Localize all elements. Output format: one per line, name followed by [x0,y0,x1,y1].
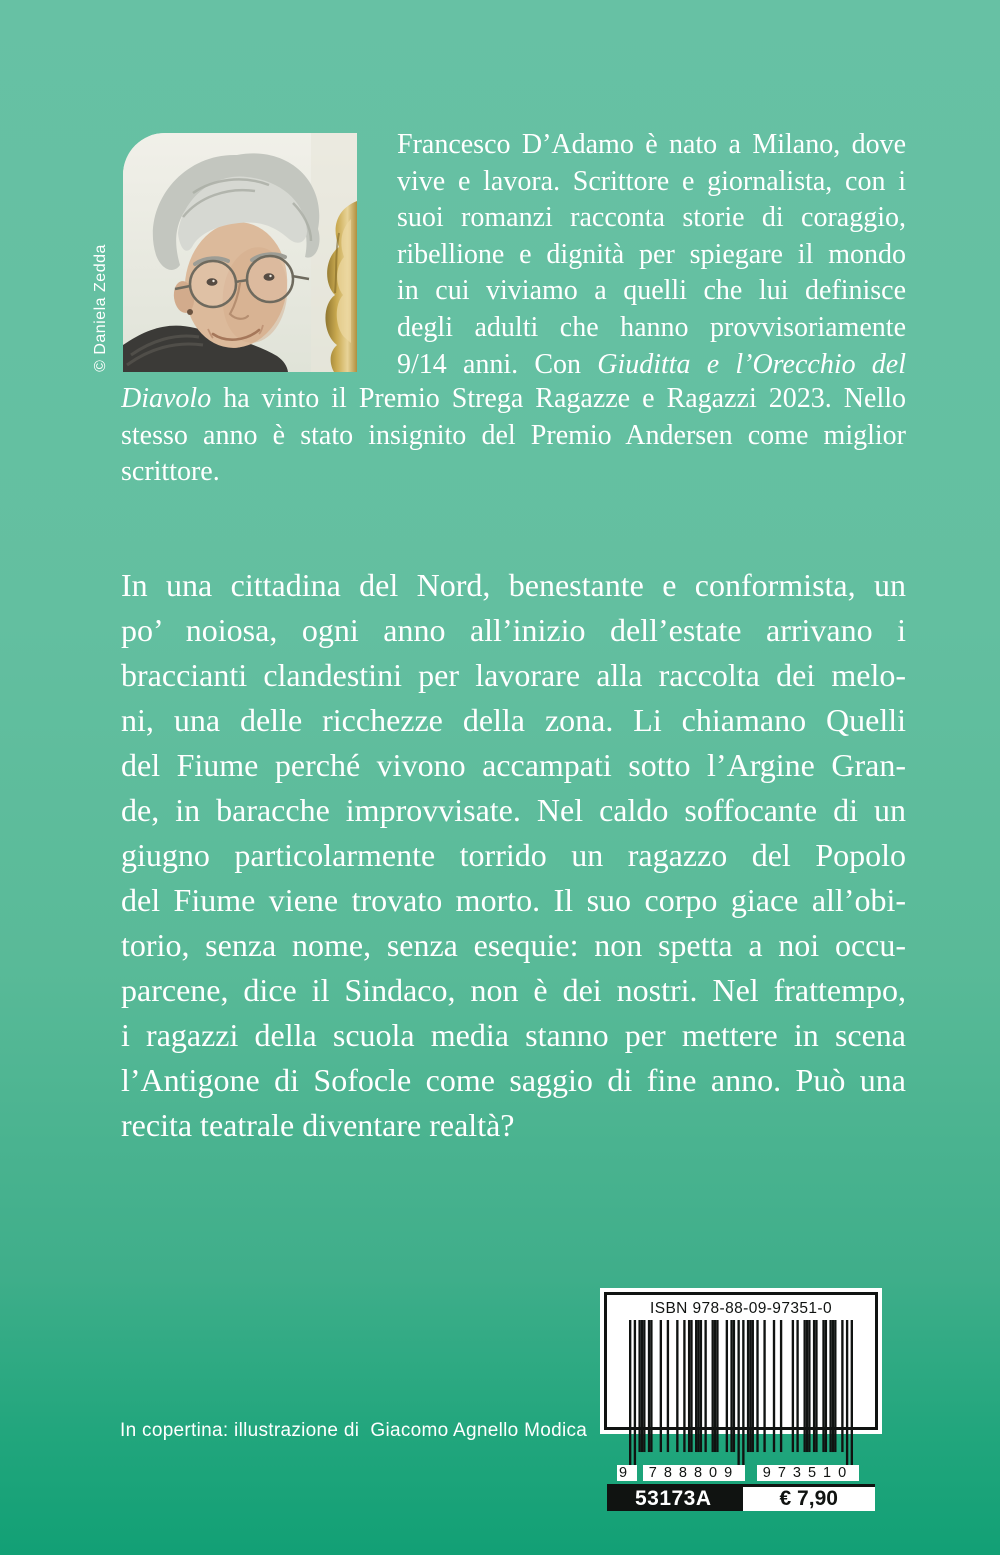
photo-credit: © Daniela Zedda [92,244,109,372]
text-line: Diavolo ha vinto il Premio Strega Ragazze e Ragazzi 2023. Nello [121,383,906,414]
barcode-digit-lead: 9 [617,1465,637,1481]
text-line: del Fiume perché vivono accampati sotto l’Argine Gran- [121,747,906,783]
author-photo-illustration [123,133,357,372]
text-line: po’ noiosa, ogni anno all’inizio dell’estate arrivano i [121,612,906,648]
barcode-digit-group2: 973510 [757,1465,859,1481]
text-line: i ragazzi della scuola media stanno per mettere in scena [121,1017,906,1053]
text-line: degli adulti che hanno provvisoriamente [397,311,906,343]
text-line: parcene, dice il Sindaco, non è dei nostri. Nel frattempo, [121,972,906,1008]
text-line: vive e lavora. Scrittore e giornalista, con i [397,165,906,197]
text-line: l’Antigone di Sofocle come saggio di fine anno. Può una [121,1062,906,1098]
barcode-box [600,1288,882,1510]
text-line: braccianti clandestini per lavorare alla raccolta dei melo- [121,657,906,693]
author-photo [123,133,357,372]
text-line: stesso anno è stato insignito del Premio Andersen come miglior [121,419,906,451]
cover-illustration-credit: In copertina: illustrazione di Giacomo Agnello Modica [120,1420,588,1441]
text-line: ni, una delle ricchezze della zona. Li chiamano Quelli [121,702,906,738]
text-line: suoi romanzi racconta storie di coraggio, [397,202,906,234]
barcode-digits [617,1465,865,1481]
text-line: ribellione e dignità per spiegare il mondo [397,238,906,270]
text-line: recita teatrale diventare realtà? [121,1107,515,1143]
book-description [121,563,906,1148]
text-line: In una cittadina del Nord, benestante e conformista, un [121,567,906,603]
text-line: de, in baracche improvvisate. Nel caldo soffocante di un [121,792,906,828]
text-line: del Fiume viene trovato morto. Il suo corpo giace all’obi- [121,882,906,918]
text-line: torio, senza nome, senza esequie: non spetta a noi occu- [121,927,906,963]
text-line: Francesco D’Adamo è nato a Milano, dove [397,129,906,160]
price: € 7,90 [740,1487,876,1511]
ean13-barcode [629,1320,853,1476]
author-bio-beside-photo [397,127,906,383]
barcode-inner [604,1292,878,1510]
isbn-label: ISBN 978-88-09-97351-0 [650,1300,832,1317]
barcode-bottom-row [607,1484,875,1511]
barcode-digit-group1: 788809 [643,1465,745,1481]
text-line: in cui viviamo a quelli che lui definisce [397,275,906,307]
text-line: 9/14 anni. Con Giuditta e l’Orecchio del [397,348,906,380]
text-line: giugno particolarmente torrido un ragazzo del Popolo [121,837,906,873]
edition-code: 53173A [607,1487,740,1511]
text-line: scrittore. [121,456,220,488]
author-bio-full-width [121,381,906,491]
